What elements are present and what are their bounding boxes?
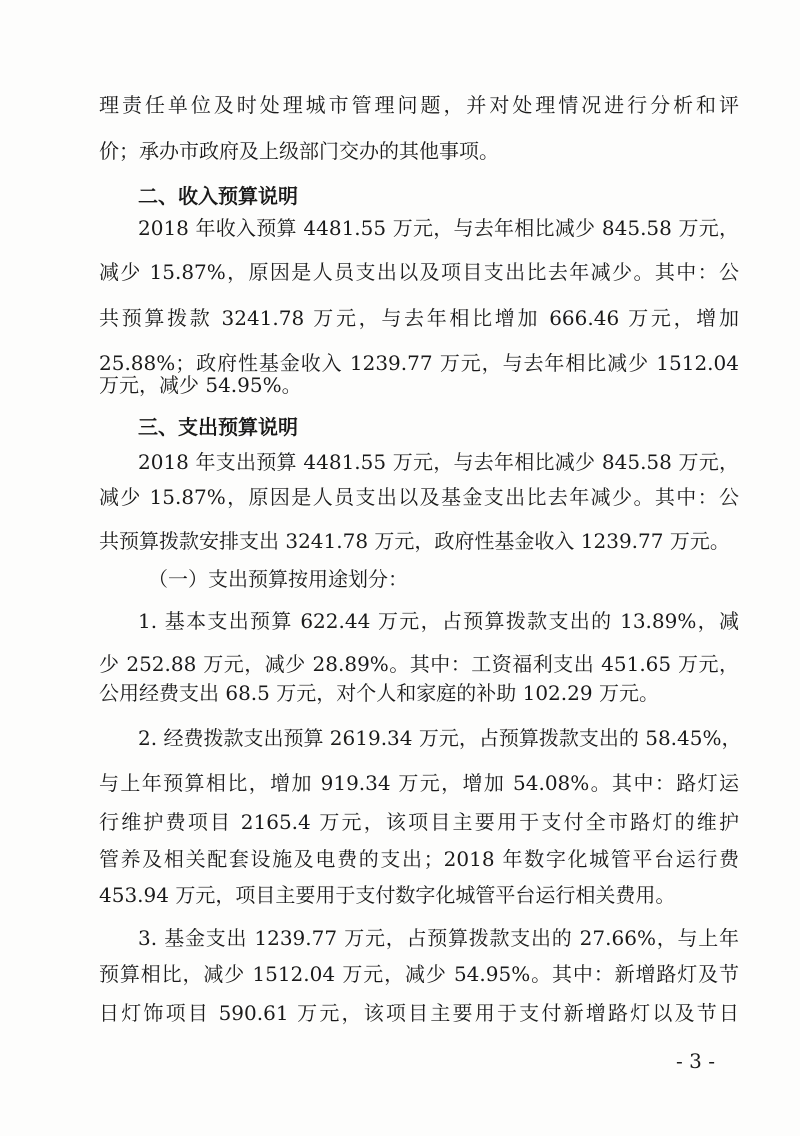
item1-line-2: 少 252.88 万元，减少 28.89%。其中：工资福利支出 451.65 万元， — [99, 652, 739, 676]
item1-line-1: 1. 基本支出预算 622.44 万元，占预算拨款支出的 13.89%，减 — [138, 609, 739, 633]
item2-line-5: 453.94 万元，项目主要用于支付数字化城管平台运行相关费用。 — [99, 883, 676, 907]
page-number: - 3 - — [676, 1049, 715, 1073]
expense-section-heading: 三、支出预算说明 — [138, 415, 298, 439]
intro-line-2: 价；承办市政府及上级部门交办的其他事项。 — [99, 139, 499, 163]
expense-subheading: （一）支出预算按用途划分： — [148, 567, 408, 591]
expense-line-3: 共预算拨款安排支出 3241.78 万元，政府性基金收入 1239.77 万元。 — [99, 529, 730, 553]
item3-line-2: 预算相比，减少 1512.04 万元，减少 54.95%。其中：新增路灯及节 — [99, 962, 739, 986]
income-line-4: 25.88%；政府性基金收入 1239.77 万元，与去年相比减少 1512.04 — [99, 351, 739, 375]
income-line-1: 2018 年收入预算 4481.55 万元，与去年相比减少 845.58 万元， — [138, 216, 739, 240]
item2-line-2: 与上年预算相比，增加 919.34 万元，增加 54.08%。其中：路灯运 — [99, 771, 739, 795]
item3-line-1: 3. 基金支出 1239.77 万元，占预算拨款支出的 27.66%，与上年 — [138, 926, 739, 950]
intro-line-1: 理责任单位及时处理城市管理问题，并对处理情况进行分析和评 — [99, 93, 739, 117]
income-section-heading: 二、收入预算说明 — [138, 184, 298, 208]
item2-line-4: 管养及相关配套设施及电费的支出；2018 年数字化城管平台运行费 — [99, 847, 739, 871]
income-line-3: 共预算拨款 3241.78 万元，与去年相比增加 666.46 万元，增加 — [99, 306, 739, 330]
item1-line-3: 公用经费支出 68.5 万元，对个人和家庭的补助 102.29 万元。 — [99, 681, 659, 705]
income-line-2: 减少 15.87%，原因是人员支出以及项目支出比去年减少。其中：公 — [99, 260, 739, 284]
item2-line-1: 2. 经费拨款支出预算 2619.34 万元，占预算拨款支出的 58.45%， — [138, 726, 742, 750]
item3-line-3: 日灯饰项目 590.61 万元，该项目主要用于支付新增路灯以及节日 — [99, 1001, 739, 1025]
expense-line-1: 2018 年支出预算 4481.55 万元，与去年相比减少 845.58 万元， — [138, 450, 739, 474]
expense-line-2: 减少 15.87%，原因是人员支出以及基金支出比去年减少。其中：公 — [99, 485, 739, 509]
item2-line-3: 行维护费项目 2165.4 万元，该项目主要用于支付全市路灯的维护 — [99, 810, 739, 834]
income-line-5: 万元，减少 54.95%。 — [99, 373, 302, 397]
